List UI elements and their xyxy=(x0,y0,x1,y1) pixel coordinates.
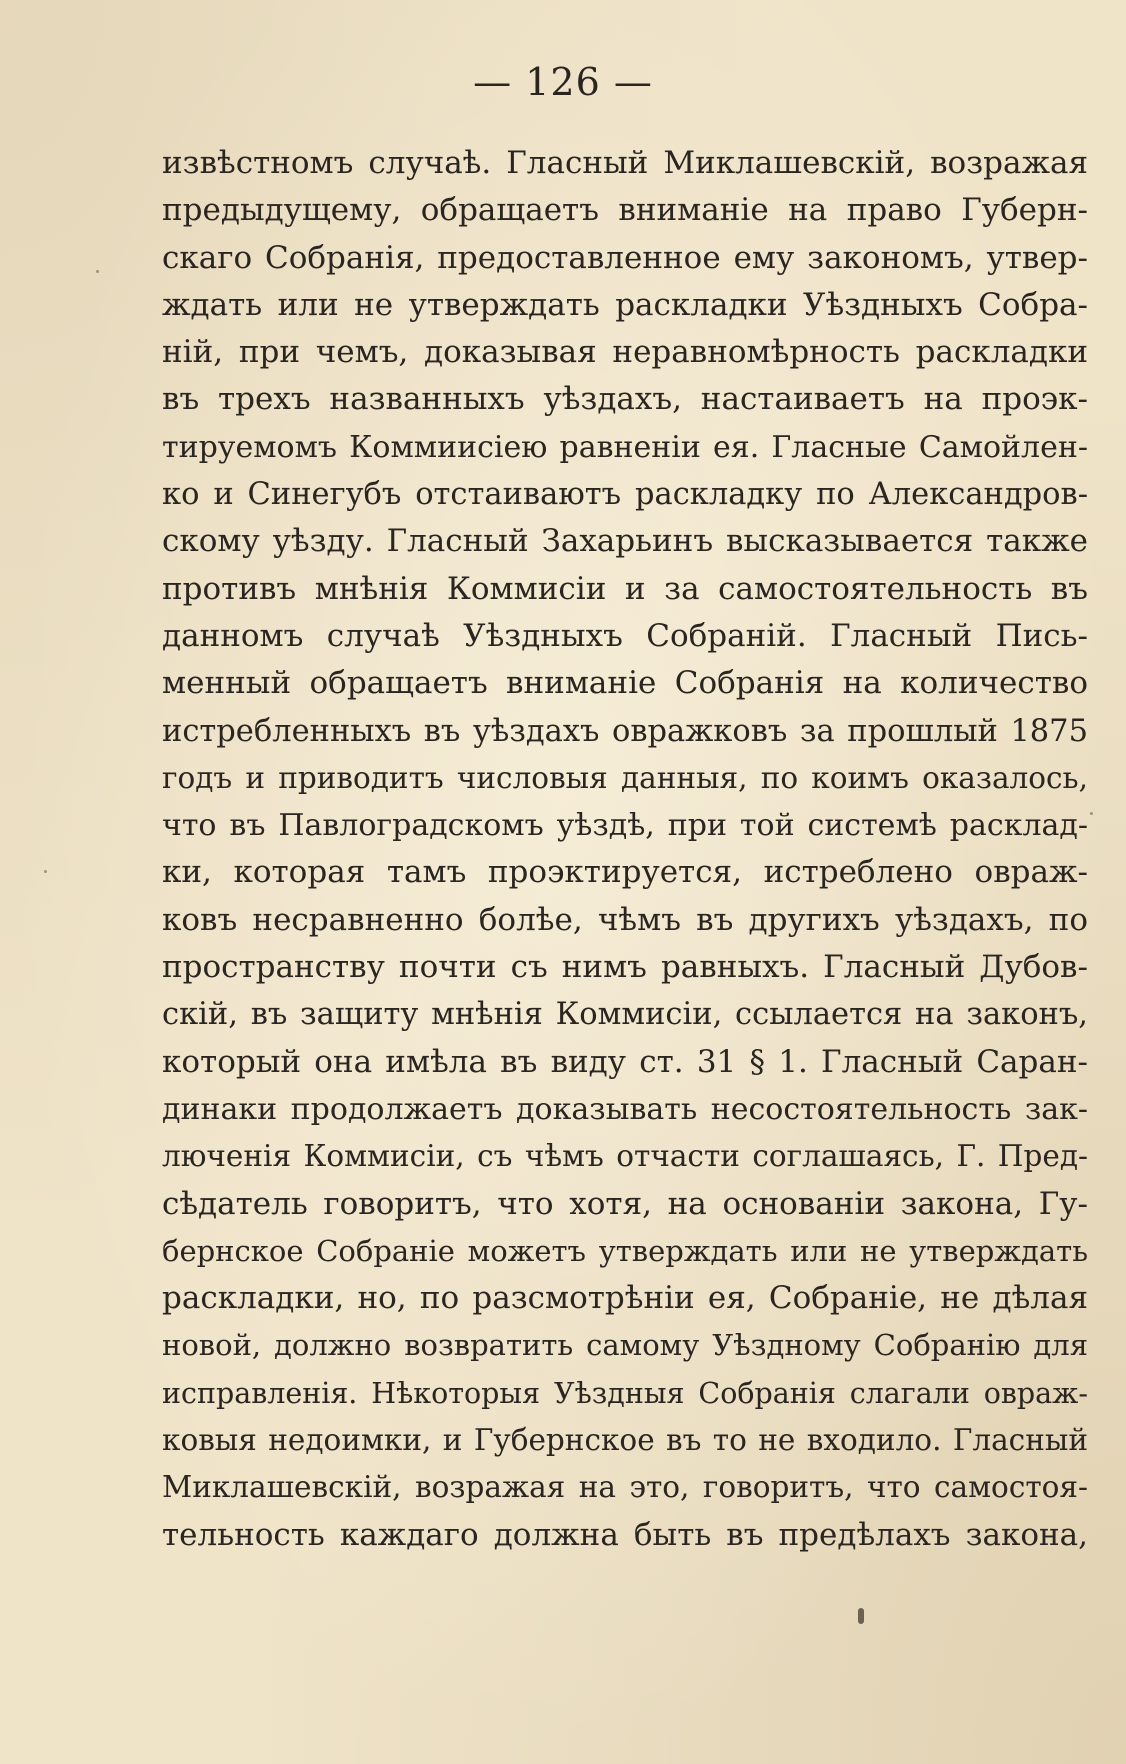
text-line: бернское Собраніе можетъ утверждать или не утверждать xyxy=(162,1233,1088,1268)
page-number: — 126 — xyxy=(473,60,653,104)
text-line: менный обращаетъ вниманіе Собранія на количество xyxy=(162,665,1088,702)
text-line: извѣстномъ случаѣ. Гласный Миклашевскій, возражая xyxy=(162,145,1088,181)
text-line: тируемомъ Коммиисіею равненіи ея. Гласные Самойлен- xyxy=(162,429,1088,465)
text-line: тельность каждаго должна быть въ предѣлахъ закона, xyxy=(162,1516,1088,1553)
text-line: новой, должно возвратить самому Уѣздному Собранію для xyxy=(162,1328,1088,1363)
text-line: противъ мнѣнія Коммисіи и за самостоятельность въ xyxy=(162,570,1088,607)
text-line: ковъ несравненно болѣе, чѣмъ въ другихъ уѣздахъ, по xyxy=(162,901,1088,938)
text-line: что въ Павлоградскомъ уѣздѣ, при той системѣ расклад- xyxy=(162,808,1088,844)
text-line: ковыя недоимки, и Губернское въ то не входило. Гласный xyxy=(162,1423,1089,1458)
text-line: раскладки, но, по разсмотрѣніи ея, Собраніе, не дѣлая xyxy=(162,1280,1088,1317)
body-text xyxy=(162,140,1088,1559)
text-line: скій, въ защиту мнѣнія Коммисіи, ссылается на законъ, xyxy=(162,997,1088,1033)
text-line: исправленія. Нѣкоторыя Уѣздныя Собранія слагали овраж- xyxy=(162,1376,1088,1410)
text-line: годъ и приводитъ числовыя данныя, по коимъ оказалось, xyxy=(162,760,1088,795)
paper-speck xyxy=(96,270,99,273)
text-line: люченія Коммисіи, съ чѣмъ отчасти соглашаясь, Г. Пред- xyxy=(162,1139,1088,1174)
text-line: динаки продолжаетъ доказывать несостоятельность зак- xyxy=(162,1091,1088,1127)
text-line: скому уѣзду. Гласный Захарьинъ высказывается также xyxy=(162,523,1088,560)
text-line: скаго Собранія, предоставленное ему закономъ, утвер- xyxy=(162,239,1088,276)
text-line: ждать или не утверждать раскладки Уѣздныхъ Собра- xyxy=(162,286,1088,323)
ink-smudge xyxy=(858,1608,864,1624)
text-line: ки, которая тамъ проэктируется, истреблено овраж- xyxy=(162,854,1088,891)
text-line: въ трехъ названныхъ уѣздахъ, настаиваетъ на проэк- xyxy=(162,381,1088,418)
text-line: ній, при чемъ, доказывая неравномѣрность раскладки xyxy=(162,334,1088,371)
text-line: истребленныхъ въ уѣздахъ овражковъ за прошлый 1875 xyxy=(162,713,1088,749)
text-line: сѣдатель говоритъ, что хотя, на основаніи закона, Гу- xyxy=(162,1185,1088,1222)
text-line: данномъ случаѣ Уѣздныхъ Собраній. Гласный Пись- xyxy=(162,617,1088,654)
text-line: ко и Синегубъ отстаиваютъ раскладку по Александров- xyxy=(162,477,1088,513)
text-line: предыдущему, обращаетъ вниманіе на право Губерн- xyxy=(162,192,1088,229)
text-line: который она имѣла въ виду ст. 31 § 1. Гласный Саран- xyxy=(162,1043,1088,1080)
text-line: Миклашевскій, возражая на это, говоритъ, что самостоя- xyxy=(162,1470,1088,1505)
paper-speck xyxy=(1090,812,1093,815)
text-line: пространству почти съ нимъ равныхъ. Гласный Дубов- xyxy=(162,949,1088,986)
paper-speck xyxy=(44,870,47,873)
